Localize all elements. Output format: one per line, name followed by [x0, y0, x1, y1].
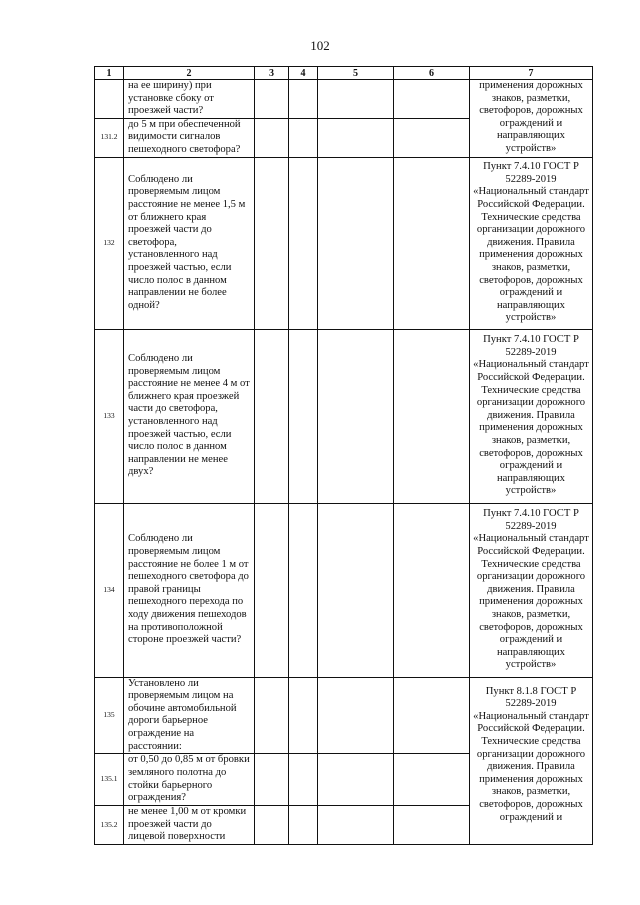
- table-row: [95, 157, 593, 329]
- empty-cell: [255, 754, 289, 806]
- row-reference: применения дорожных знаков, разметки, светофоров, дорожных ограждений и направляющих устройств»: [470, 80, 593, 158]
- row-reference: Пункт 8.1.8 ГОСТ Р 52289-2019 «Национальный стандарт Российской Федерации. Технические средства организации дорожного движения. Правила применения дорожных знаков, разметки, светофоров, дорожных ограждений и: [470, 677, 593, 844]
- empty-cell: [255, 329, 289, 503]
- empty-cell: [394, 329, 470, 503]
- empty-cell: [289, 754, 318, 806]
- column-header: 6: [394, 67, 470, 80]
- column-header: 1: [95, 67, 124, 80]
- row-number: 135.1: [95, 754, 124, 806]
- row-number: 133: [95, 329, 124, 503]
- empty-cell: [255, 677, 289, 754]
- row-question: Соблюдено ли проверяемым лицом расстояние не менее 1,5 м от ближнего края проезжей части до светофора, установленного над проезжей частью, если число полос в данном направлении не более одной?: [124, 157, 255, 329]
- row-number: 131.2: [95, 118, 124, 157]
- column-header: 7: [470, 67, 593, 80]
- row-question: на ее ширину) при установке сбоку от проезжей части?: [124, 80, 255, 119]
- row-question: от 0,50 до 0,85 м от бровки земляного полотна до стойки барьерного ограждения?: [124, 754, 255, 806]
- table-row: [95, 329, 593, 503]
- page-number: 102: [310, 38, 330, 53]
- row-number: 132: [95, 157, 124, 329]
- row-question: Соблюдено ли проверяемым лицом расстояние не более 1 м от пешеходного светофора до правой границы пешеходного перехода по ходу движения пешеходов на противоположной стороне проезжей части?: [124, 503, 255, 677]
- row-reference: Пункт 7.4.10 ГОСТ Р 52289-2019 «Национальный стандарт Российской Федерации. Технические средства организации дорожного движения. Правила применения дорожных знаков, разметки, светофоров, дорожных ограждений и направляющих устройств»: [470, 503, 593, 677]
- empty-cell: [289, 677, 318, 754]
- empty-cell: [255, 118, 289, 157]
- checklist-table: [94, 66, 593, 845]
- empty-cell: [255, 157, 289, 329]
- empty-cell: [289, 80, 318, 119]
- empty-cell: [289, 329, 318, 503]
- empty-cell: [289, 118, 318, 157]
- empty-cell: [289, 157, 318, 329]
- empty-cell: [318, 80, 394, 119]
- empty-cell: [318, 329, 394, 503]
- row-question: не менее 1,00 м от кромки проезжей части до лицевой поверхности: [124, 806, 255, 845]
- empty-cell: [394, 118, 470, 157]
- row-number: 134: [95, 503, 124, 677]
- empty-cell: [318, 754, 394, 806]
- column-header: 3: [255, 67, 289, 80]
- table-row: [95, 503, 593, 677]
- row-question: Установлено ли проверяемым лицом на обочине автомобильной дороги барьерное ограждение на расстоянии:: [124, 677, 255, 754]
- empty-cell: [289, 806, 318, 845]
- row-number: [95, 80, 124, 119]
- empty-cell: [255, 80, 289, 119]
- empty-cell: [394, 677, 470, 754]
- row-reference: Пункт 7.4.10 ГОСТ Р 52289-2019 «Национальный стандарт Российской Федерации. Технические средства организации дорожного движения. Правила применения дорожных знаков, разметки, светофоров, дорожных ограждений и направляющих устройств»: [470, 329, 593, 503]
- empty-cell: [255, 806, 289, 845]
- row-question: Соблюдено ли проверяемым лицом расстояние не менее 4 м от ближнего края проезжей части до светофора, установленного над проезжей частью, если число полос в данном направлении не менее двух?: [124, 329, 255, 503]
- empty-cell: [394, 157, 470, 329]
- table-row: [95, 80, 593, 119]
- empty-cell: [318, 677, 394, 754]
- empty-cell: [394, 806, 470, 845]
- empty-cell: [318, 503, 394, 677]
- empty-cell: [318, 806, 394, 845]
- empty-cell: [394, 503, 470, 677]
- empty-cell: [394, 754, 470, 806]
- table-header-row: [95, 67, 593, 80]
- row-question: до 5 м при обеспеченной видимости сигналов пешеходного светофора?: [124, 118, 255, 157]
- empty-cell: [289, 503, 318, 677]
- empty-cell: [255, 503, 289, 677]
- empty-cell: [394, 80, 470, 119]
- table-row: [95, 677, 593, 754]
- column-header: 5: [318, 67, 394, 80]
- empty-cell: [318, 118, 394, 157]
- row-number: 135.2: [95, 806, 124, 845]
- column-header: 4: [289, 67, 318, 80]
- column-header: 2: [124, 67, 255, 80]
- row-number: 135: [95, 677, 124, 754]
- row-reference: Пункт 7.4.10 ГОСТ Р 52289-2019 «Национальный стандарт Российской Федерации. Технические средства организации дорожного движения. Правила применения дорожных знаков, разметки, светофоров, дорожных ограждений и направляющих устройств»: [470, 157, 593, 329]
- empty-cell: [318, 157, 394, 329]
